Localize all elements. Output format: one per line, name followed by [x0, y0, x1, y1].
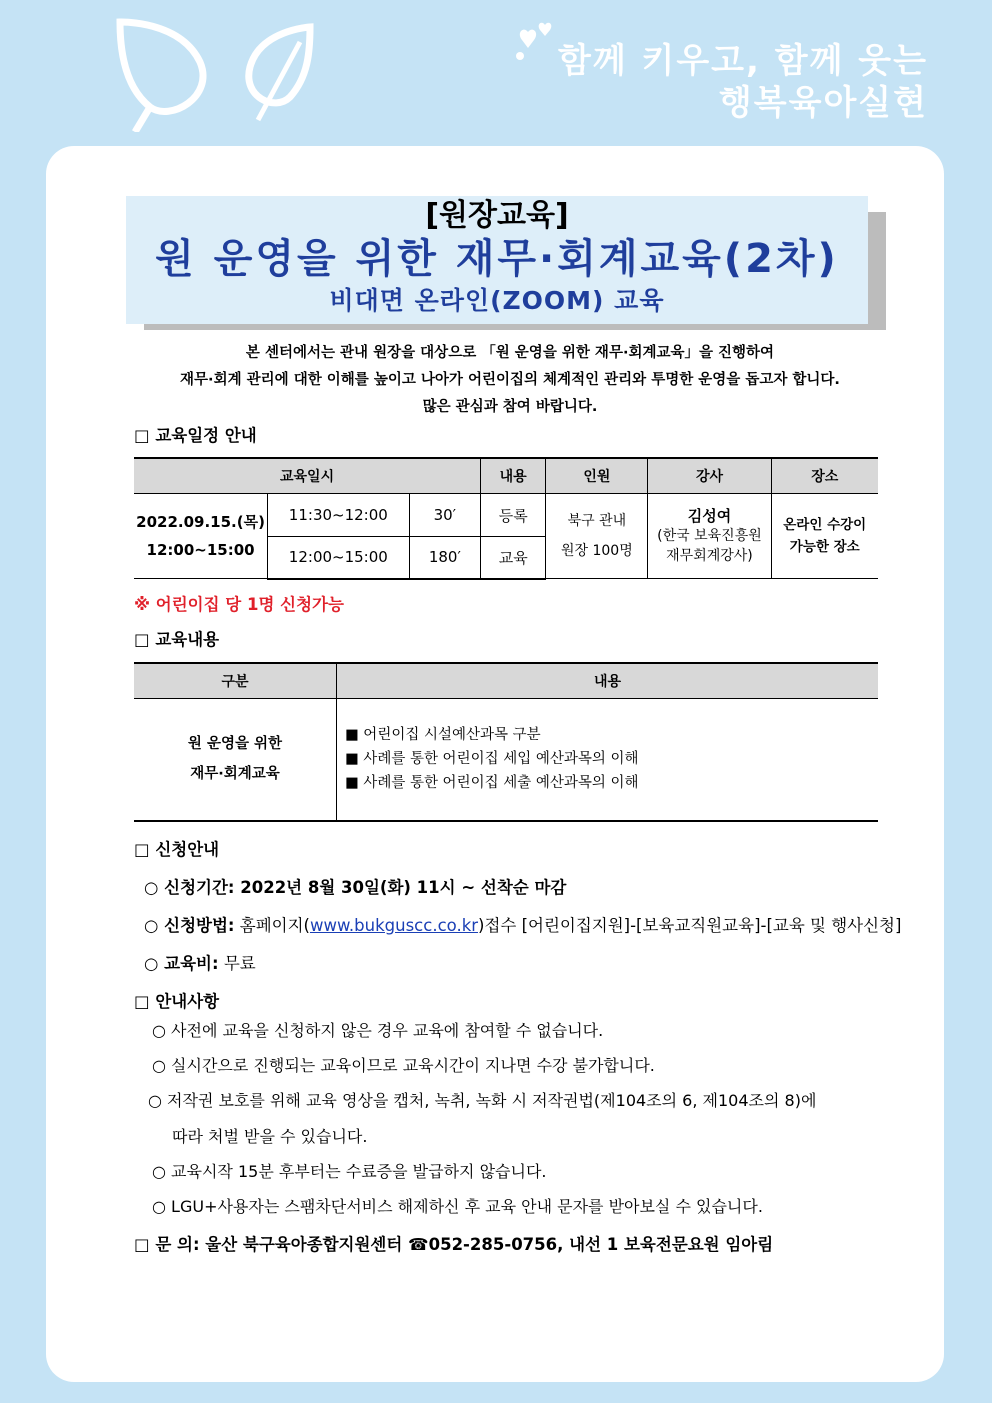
- content-heading: □ 교육내용: [134, 630, 220, 649]
- slogan-line2: 행복육아실현: [718, 83, 928, 123]
- category-cell: [134, 699, 337, 821]
- fee-value: 무료: [223, 954, 256, 973]
- col-header: 강사: [648, 458, 771, 494]
- instructor-org: 재무회계강사): [666, 548, 753, 564]
- contact-info: □ 문 의: 울산 북구육아종합지원센터 ☎052-285-0756, 내선 1 보육전문요원 임아림: [134, 1235, 774, 1254]
- place-line: 가능한 장소: [789, 539, 860, 555]
- method-text: 홈페이지(: [239, 916, 310, 935]
- content-table: [134, 662, 878, 822]
- guide-item: ○ 교육시작 15분 후부터는 수료증을 발급하지 않습니다.: [152, 1162, 547, 1181]
- people-cell: [546, 494, 648, 579]
- schedule-heading: □ 교육일정 안내: [134, 426, 257, 445]
- content-items: [337, 699, 879, 821]
- method-text: )접수 [어린이집지원]-[보육교직원교육]-[교육 및 행사신청]: [478, 916, 902, 935]
- guide-heading: □ 안내사항: [134, 992, 220, 1011]
- guide-item: ○ 실시간으로 진행되는 교육이므로 교육시간이 지나면 수강 불가합니다.: [152, 1056, 655, 1075]
- intro-line: 많은 관심과 참여 바랍니다.: [422, 399, 598, 415]
- title-box: [126, 196, 868, 324]
- intro-line: 재무·회계 관리에 대한 이해를 높이고 나아가 어린이집의 체계적인 관리와 투명한 운영을 돕고자 합니다.: [180, 372, 840, 388]
- place-line: 온라인 수강이: [783, 517, 867, 533]
- slogan-line1: 함께 키우고, 함께 웃는: [557, 41, 928, 81]
- apply-method: [144, 912, 901, 936]
- col-header: 인원: [546, 458, 648, 494]
- col-header: 내용: [481, 458, 546, 494]
- date-text: 2022.09.15.(목): [136, 513, 265, 531]
- leaf-icon: [110, 12, 320, 132]
- table-cell: 11:30~12:00: [268, 494, 409, 537]
- table-cell: 12:00~15:00: [268, 537, 409, 579]
- list-item: ■ 사례를 통한 어린이집 세출 예산과목의 이해: [345, 775, 639, 792]
- schedule-date: [134, 494, 268, 579]
- list-item: ■ 어린이집 시설예산과목 구분: [345, 727, 541, 744]
- notice-text: ※ 어린이집 당 1명 신청가능: [134, 595, 344, 614]
- table-cell: 180′: [409, 537, 481, 579]
- list-item: ■ 사례를 통한 어린이집 세입 예산과목의 이해: [345, 751, 639, 768]
- page-title: 원 운영을 위한 재무·회계교육(2차): [155, 236, 839, 282]
- time-text: 12:00~15:00: [146, 541, 255, 559]
- apply-period: [144, 874, 566, 898]
- people-line: 원장 100명: [560, 543, 633, 559]
- intro-text: [110, 340, 910, 421]
- category-line: 재무·회계교육: [190, 766, 280, 783]
- title-format: 비대면 온라인(ZOOM) 교육: [329, 286, 665, 315]
- table-cell: 교육: [481, 537, 546, 579]
- guide-item: 따라 처벌 받을 수 있습니다.: [172, 1127, 368, 1146]
- col-header: 구분: [134, 663, 337, 699]
- period-label: ○ 신청기간:: [144, 878, 235, 897]
- category-line: 원 운영을 위한: [187, 736, 283, 753]
- table-cell: 30′: [409, 494, 481, 537]
- col-header: 교육일시: [134, 458, 481, 494]
- slogan: [558, 40, 928, 124]
- title-category: [원장교육]: [425, 198, 569, 233]
- fee-label: ○ 교육비:: [144, 954, 219, 973]
- col-header: 장소: [771, 458, 878, 494]
- period-value: 2022년 8월 30일(화) 11시 ~ 선착순 마감: [240, 878, 567, 897]
- guide-item: ○ 저작권 보호를 위해 교육 영상을 캡처, 녹취, 녹화 시 저작권법(제104조의 6, 제104조의 8)에: [148, 1091, 817, 1110]
- table-cell: 등록: [481, 494, 546, 537]
- col-header: 내용: [337, 663, 879, 699]
- guide-item: ○ LGU+사용자는 스팸차단서비스 해제하신 후 교육 안내 문자를 받아보실 수 있습니다.: [152, 1197, 763, 1216]
- homepage-link[interactable]: www.bukguscc.co.kr: [309, 916, 479, 935]
- people-line: 북구 관내: [567, 513, 627, 529]
- intro-line: 본 센터에서는 관내 원장을 대상으로 「원 운영을 위한 재무·회계교육」을 진행하여: [245, 345, 775, 361]
- instructor-cell: [648, 494, 771, 579]
- guide-item: ○ 사전에 교육을 신청하지 않은 경우 교육에 참여할 수 없습니다.: [152, 1021, 604, 1040]
- instructor-org: (한국 보육진흥원: [657, 528, 762, 544]
- method-label: ○ 신청방법:: [144, 916, 235, 935]
- apply-heading: □ 신청안내: [134, 840, 220, 859]
- schedule-table: [134, 457, 878, 580]
- place-cell: [771, 494, 878, 579]
- apply-fee: [144, 950, 256, 974]
- instructor-name: 김성여: [687, 507, 732, 525]
